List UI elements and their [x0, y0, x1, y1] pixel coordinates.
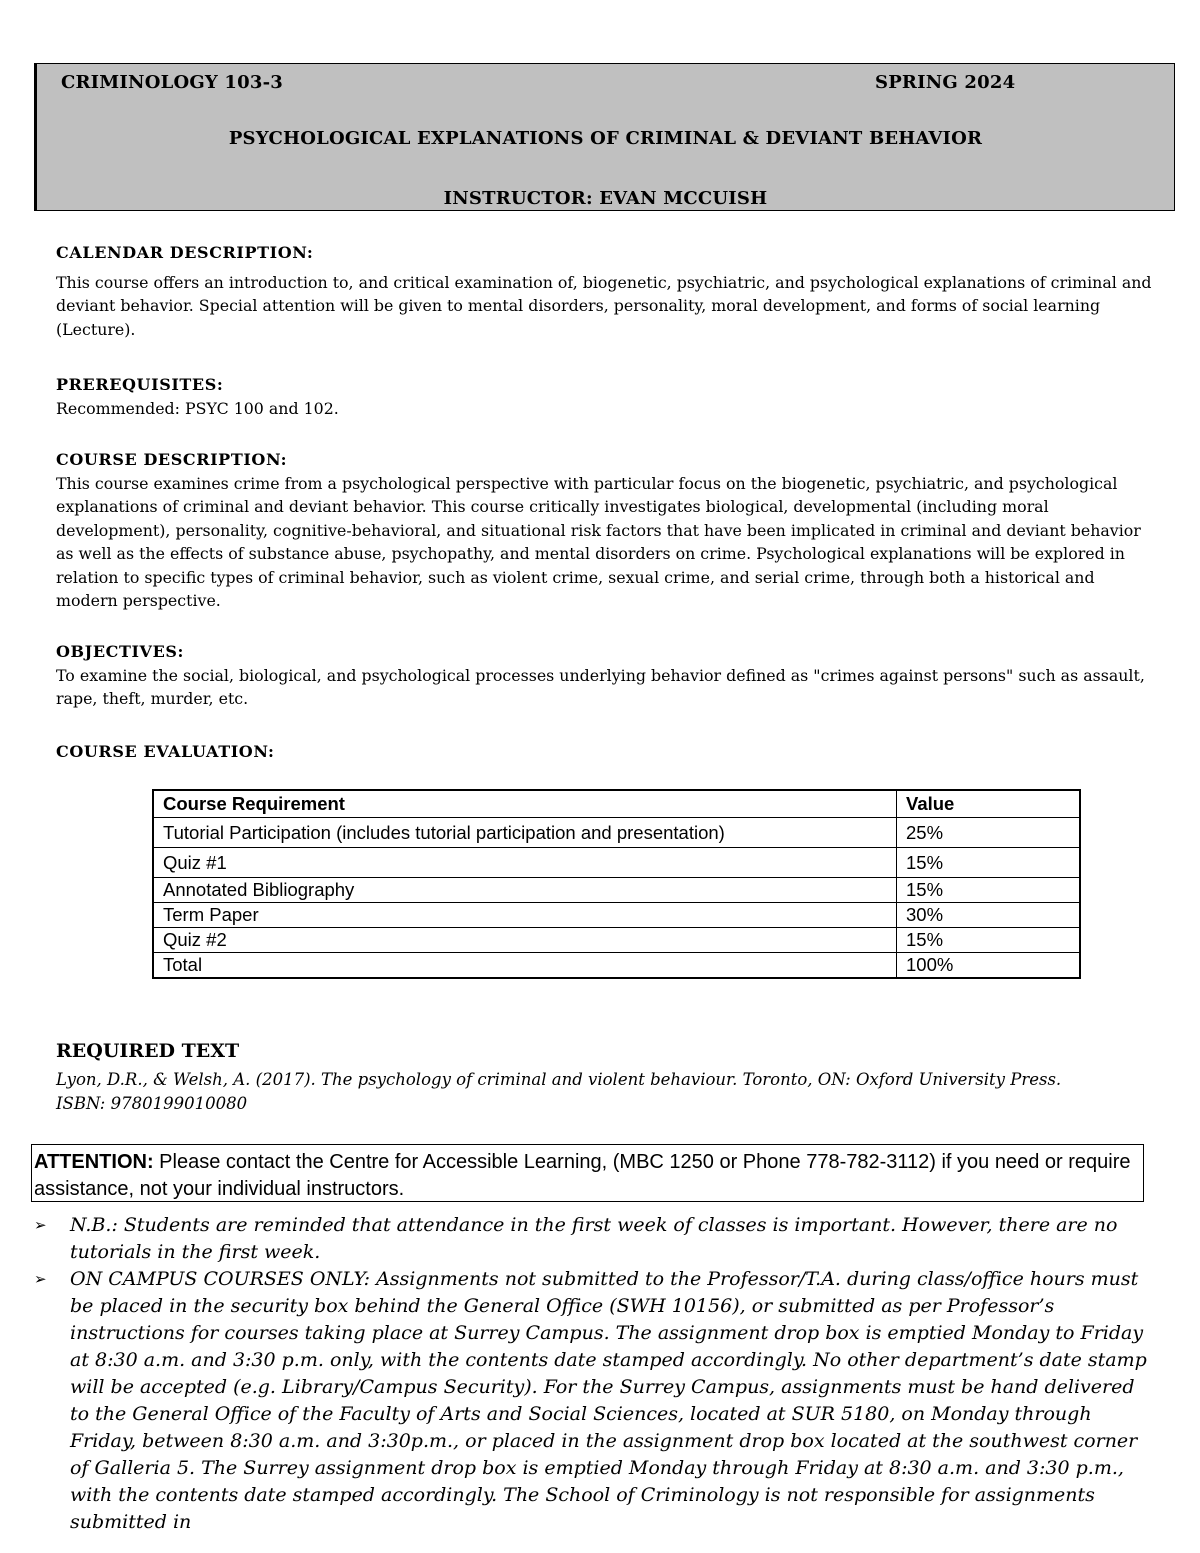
required-text-citation: Lyon, D.R., & Welsh, A. (2017). The psychology of criminal and violent behaviour. Toronto, ON: Oxford University Press. — [56, 1070, 1062, 1089]
calendar-description-text: This course offers an introduction to, and critical examination of, biogenetic, psychiatric, and psychological explanations of criminal and deviant behavior. Special attention will be given to mental disorders, personality, moral development, and forms of social learning (Lecture). — [56, 272, 1152, 339]
requirement-cell: Quiz #2 — [153, 928, 897, 953]
required-text-citation-block — [56, 1068, 1166, 1116]
requirement-cell: Tutorial Participation (includes tutorial participation and presentation) — [153, 818, 897, 848]
attention-label: ATTENTION: — [34, 1151, 154, 1173]
requirement-cell: Quiz #1 — [153, 848, 897, 878]
attention-text: Please contact the Centre for Accessible Learning, (MBC 1250 or Phone 778-782-3112) if you need or require assistance, not your individual instructors. — [34, 1151, 1131, 1200]
column-header-requirement: Course Requirement — [153, 790, 897, 818]
instructor-name: INSTRUCTOR: EVAN MCCUISH — [443, 188, 768, 209]
note-text: N.B.: Students are reminded that attendance in the first week of classes is important. However, there are no tutorials in the first week. — [70, 1214, 1118, 1263]
course-evaluation-section — [56, 740, 1156, 764]
column-header-value: Value — [897, 790, 1081, 818]
course-title: PSYCHOLOGICAL EXPLANATIONS OF CRIMINAL & DEVIANT BEHAVIOR — [228, 128, 983, 149]
course-term: SPRING 2024 — [875, 72, 1016, 93]
prerequisites-heading: PREREQUISITES: — [56, 375, 224, 394]
arrow-bullet-icon: ➢ — [34, 1270, 47, 1288]
evaluation-table — [152, 789, 1081, 979]
calendar-description-section — [56, 241, 1156, 341]
required-text-heading: REQUIRED TEXT — [56, 1040, 240, 1062]
table-row — [153, 878, 1080, 903]
value-cell: 25% — [897, 818, 1081, 848]
course-description-text: This course examines crime from a psychological perspective with particular focus on the biogenetic, psychiatric, and psychological explanations of criminal and deviant behavior. This course critically investigates biological, developmental (including moral development), personality, cognitive-behavioral, and situational risk factors that have been implicated in criminal and deviant behavior as well as the effects of substance abuse, psychopathy, and mental disorders on crime. Psychological explanations will be explored in relation to specific types of criminal behavior, such as violent crime, sexual crime, and serial crime, through both a historical and modern perspective. — [56, 473, 1141, 610]
course-evaluation-heading: COURSE EVALUATION: — [56, 742, 275, 761]
required-text-isbn: ISBN: 9780199010080 — [56, 1094, 248, 1113]
arrow-bullet-icon: ➢ — [34, 1216, 47, 1234]
course-description-heading: COURSE DESCRIPTION: — [56, 450, 288, 469]
objectives-section — [56, 640, 1156, 711]
calendar-description-heading: CALENDAR DESCRIPTION: — [56, 243, 314, 262]
table-row — [153, 818, 1080, 848]
list-item — [34, 1266, 1154, 1536]
prerequisites-text: Recommended: PSYC 100 and 102. — [56, 398, 339, 418]
notes-list — [34, 1212, 1154, 1536]
note-text: ON CAMPUS COURSES ONLY: Assignments not submitted to the Professor/T.A. during class/office hours must be placed in the security box behind the General Office (SWH 10156), or submitted as per Professor’s instructions for courses taking place at Surrey Campus. The assignment drop box is emptied Monday to Friday at 8:30 a.m. and 3:30 p.m. only, with the contents date stamped accordingly. No other department’s date stamp will be accepted (e.g. Library/Campus Security). For the Surrey Campus, assignments must be hand delivered to the General Office of the Faculty of Arts and Social Sciences, located at SUR 5180, on Monday through Friday, between 8:30 a.m. and 3:30p.m., or placed in the assignment drop box located at the southwest corner of Galleria 5. The Surrey assignment drop box is emptied Monday through Friday at 8:30 a.m. and 3:30 p.m., with the contents date stamped accordingly. The School of Criminology is not responsible for assignments submitted in — [70, 1268, 1147, 1533]
course-code: CRIMINOLOGY 103-3 — [61, 72, 283, 93]
objectives-heading: OBJECTIVES: — [56, 642, 185, 661]
table-row-total — [153, 953, 1080, 979]
value-cell: 15% — [897, 928, 1081, 953]
course-header — [34, 63, 1175, 211]
requirement-cell: Total — [153, 953, 897, 979]
attention-notice — [31, 1144, 1144, 1202]
list-item — [34, 1212, 1154, 1266]
value-cell: 30% — [897, 903, 1081, 928]
prerequisites-section — [56, 373, 1156, 420]
requirement-cell: Annotated Bibliography — [153, 878, 897, 903]
table-row — [153, 848, 1080, 878]
value-cell: 15% — [897, 878, 1081, 903]
value-cell: 100% — [897, 953, 1081, 979]
course-description-section — [56, 448, 1156, 613]
objectives-text: To examine the social, biological, and psychological processes underlying behavior defined as "crimes against persons" such as assault, rape, theft, murder, etc. — [56, 665, 1145, 708]
table-row — [153, 928, 1080, 953]
value-cell: 15% — [897, 848, 1081, 878]
table-row — [153, 903, 1080, 928]
requirement-cell: Term Paper — [153, 903, 897, 928]
table-header-row — [153, 790, 1080, 818]
